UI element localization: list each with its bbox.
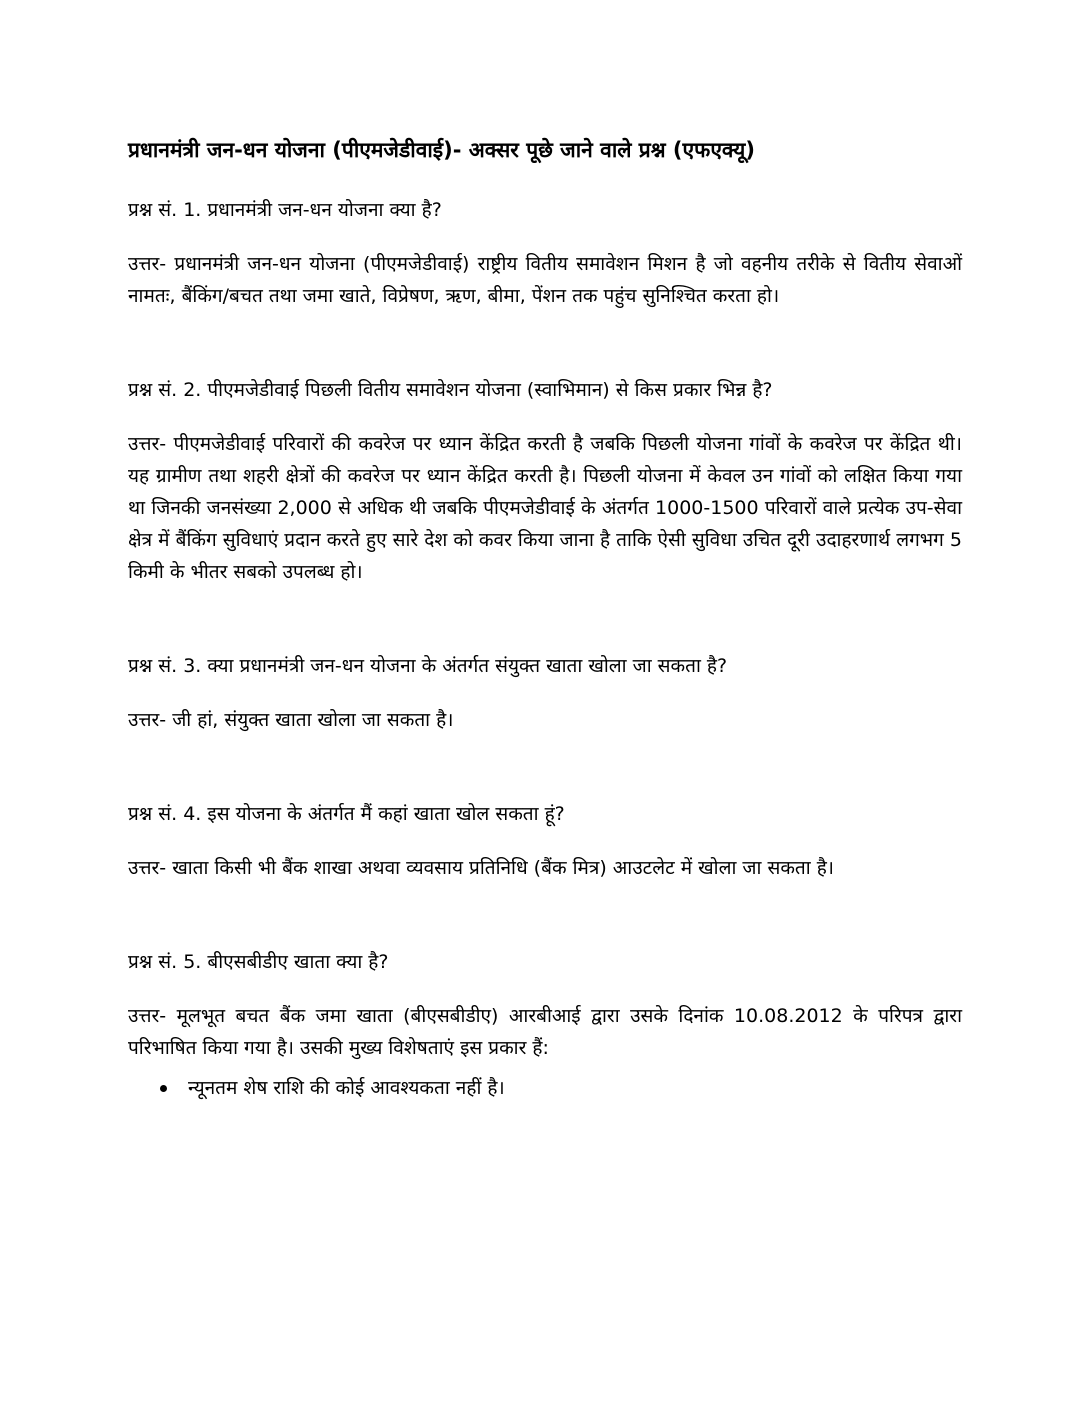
faq-item-4 [128, 798, 962, 884]
faq-item-1 [128, 194, 962, 312]
faq-answer: उत्तर- खाता किसी भी बैंक शाखा अथवा व्यवसाय प्रतिनिधि (बैंक मित्र) आउटलेट में खोला जा सकता है। [128, 857, 834, 879]
faq-item-3 [128, 650, 962, 736]
section-gap [128, 312, 962, 352]
faq-question: प्रश्न सं. 3. क्या प्रधानमंत्री जन-धन योजना के अंतर्गत संयुक्त खाता खोला जा सकता है? [128, 655, 728, 677]
feature-text: न्यूनतम शेष राशि की कोई आवश्यकता नहीं है। [188, 1077, 505, 1099]
faq-question: प्रश्न सं. 5. बीएसबीडीए खाता क्या है? [128, 951, 389, 973]
document-title: प्रधानमंत्री जन-धन योजना (पीएमजेडीवाई)- अक्सर पूछे जाने वाले प्रश्न (एफएक्यू) [128, 138, 755, 162]
faq-answer: उत्तर- जी हां, संयुक्त खाता खोला जा सकता है। [128, 709, 454, 731]
section-gap [128, 884, 962, 924]
document-page [128, 128, 962, 1104]
faq-question: प्रश्न सं. 4. इस योजना के अंतर्गत मैं कहां खाता खोल सकता हूं? [128, 803, 565, 825]
faq-question: प्रश्न सं. 2. पीएमजेडीवाई पिछली वितीय समावेशन योजना (स्वाभिमान) से किस प्रकार भिन्न है? [128, 379, 773, 401]
faq-question: प्रश्न सं. 1. प्रधानमंत्री जन-धन योजना क्या है? [128, 199, 442, 221]
section-gap [128, 736, 962, 776]
faq-item-2 [128, 374, 962, 588]
faq-answer: उत्तर- पीएमजेडीवाई परिवारों की कवरेज पर ध्यान केंद्रित करती है जबकि पिछली योजना गांवों के कवरेज पर केंद्रित थी। यह ग्रामीण तथा शहरी क्षेत्रों की कवरेज पर ध्यान केंद्रित करती है। पिछली योजना में केवल उन गांवों को लक्षित किया गया था जिनकी जनसंख्या 2,000 से अधिक थी जबकि पीएमजेडीवाई के अंतर्गत 1000-1500 परिवारों वाले प्रत्येक उप-सेवा क्षेत्र में बैंकिंग सुविधाएं प्रदान करते हुए सारे देश को कवर किया जाना है ताकि ऐसी सुविधा उचित दूरी उदाहरणार्थ लगभग 5 किमी के भीतर सबको उपलब्ध हो। [128, 433, 962, 583]
feature-list-item [156, 1072, 962, 1104]
faq-answer: उत्तर- मूलभूत बचत बैंक जमा खाता (बीएसबीडीए) आरबीआई द्वारा उसके दिनांक 10.08.2012 के परिपत्र द्वारा परिभाषित किया गया है। उसकी मुख्य विशेषताएं इस प्रकार हैं: [128, 1005, 962, 1059]
section-gap [128, 588, 962, 628]
bullet-icon [160, 1085, 167, 1092]
faq-answer: उत्तर- प्रधानमंत्री जन-धन योजना (पीएमजेडीवाई) राष्ट्रीय वितीय समावेशन मिशन है जो वहनीय तरीके से वितीय सेवाओं नामतः, बैंकिंग/बचत तथा जमा खाते, विप्रेषण, ऋण, बीमा, पेंशन तक पहुंच सुनिश्चित करता हो। [128, 253, 962, 307]
faq-item-5 [128, 946, 962, 1104]
feature-list [128, 1072, 962, 1104]
